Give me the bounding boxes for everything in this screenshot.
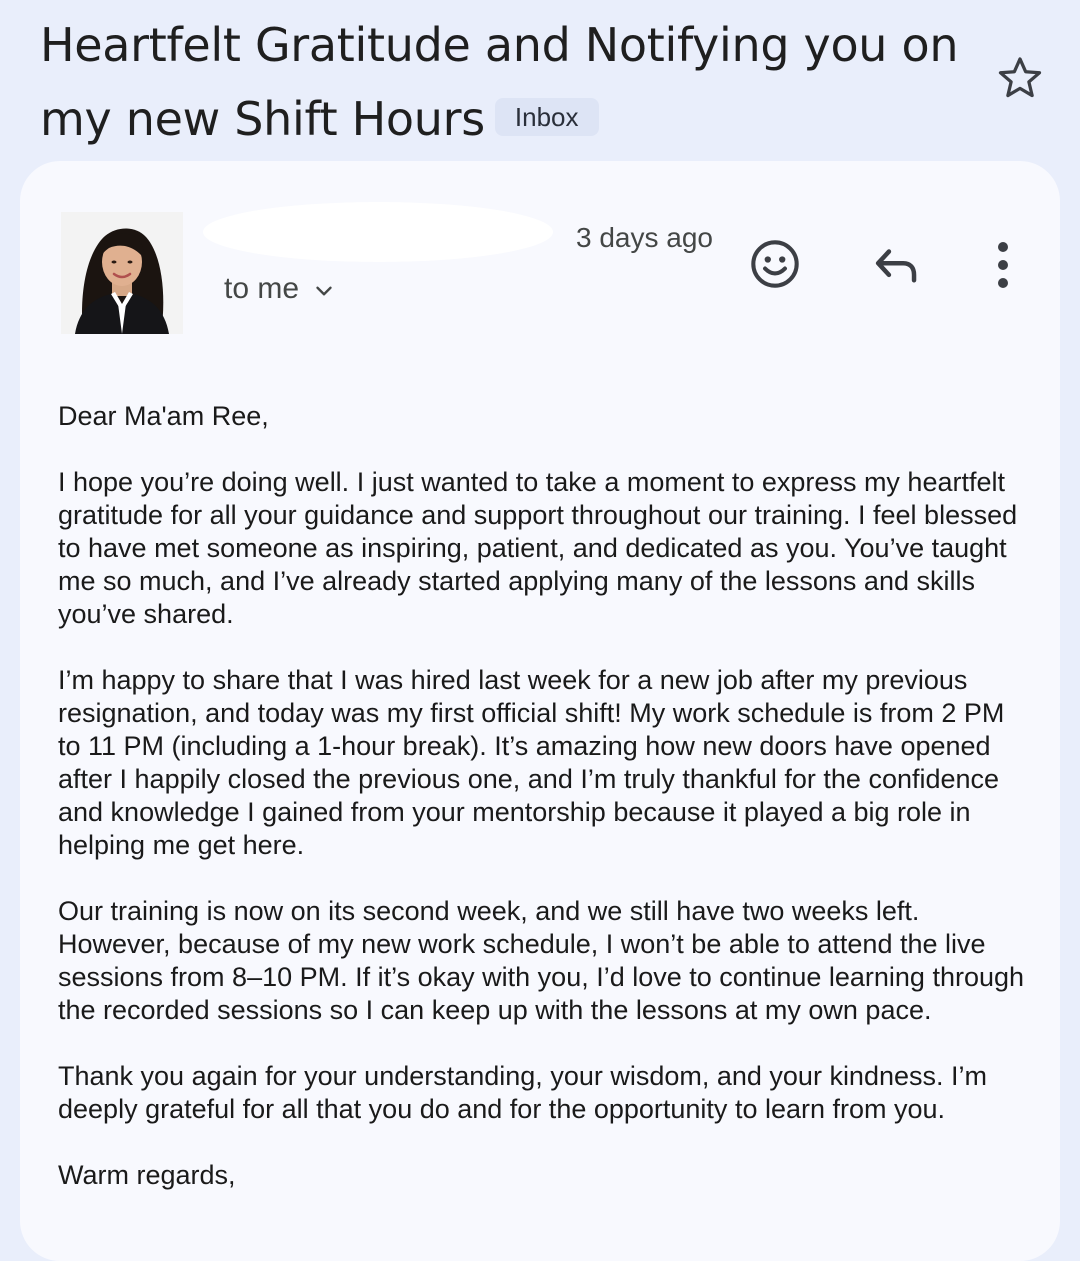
email-body	[58, 400, 1033, 1173]
email-subject	[40, 8, 970, 156]
more-vert-icon[interactable]	[978, 236, 1028, 294]
body-paragraph-2: I’m happy to share that I was hired last week for a new job after my previous resignation, and today was my first official shift! My work schedule is from 2 PM to 11 PM (including a 1-hour break). It’s amazing how new doors have opened after I happily closed the previous one, and I’m truly thankful for the confidence and knowledge I gained from your mentorship because it played a big role in helping me get here.	[58, 665, 1005, 860]
email-greeting: Dear Ma'am Ree,	[58, 401, 269, 431]
body-paragraph-3: Our training is now on its second week, and we still have two weeks left. However, because of my new work schedule, I won’t be able to attend the live sessions from 8–10 PM. If it’s okay with you, I’d love to continue learning through the recorded sessions so I can keep up with the lessons at my own pace.	[58, 896, 1025, 1025]
reply-icon[interactable]	[866, 236, 928, 294]
recipient-label: to me	[224, 272, 300, 305]
sender-name-redacted	[200, 198, 555, 266]
chevron-down-icon	[311, 278, 337, 304]
subject-line-2	[40, 82, 970, 156]
subject-line-2-text: my new Shift Hours	[40, 92, 485, 146]
body-paragraph-4: Thank you again for your understanding, your wisdom, and your kindness. I’m deeply grateful for all that you do and for the opportunity to learn from you.	[58, 1061, 987, 1124]
avatar[interactable]	[61, 212, 183, 334]
subject-line-1: Heartfelt Gratitude and Notifying you on	[40, 18, 959, 72]
body-paragraph-1: I hope you’re doing well. I just wanted to take a moment to express my heartfelt gratitude for all your guidance and support throughout our training. I feel blessed to have met someone as inspiring, patient, and dedicated as you. You’ve taught me so much, and I’ve already started applying many of the lessons and skills you’ve shared.	[58, 467, 1018, 629]
email-closing	[58, 1159, 1033, 1173]
add-reaction-icon[interactable]	[744, 233, 806, 295]
inbox-label-chip[interactable]: Inbox	[495, 98, 599, 136]
recipient-details-toggle[interactable]	[224, 272, 337, 306]
star-icon[interactable]	[994, 52, 1046, 104]
timestamp: 3 days ago	[576, 222, 713, 253]
